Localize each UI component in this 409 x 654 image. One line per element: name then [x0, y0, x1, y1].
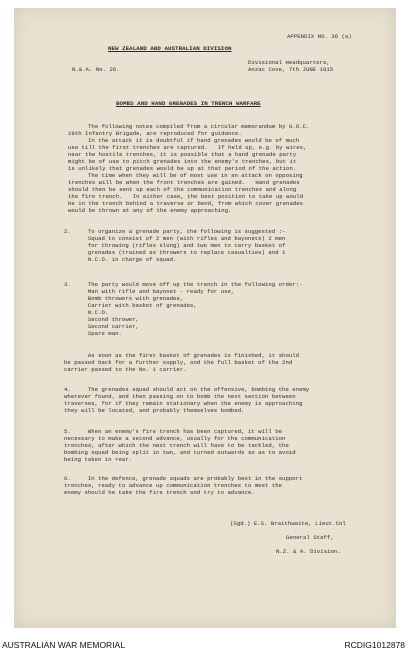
text-line: 19th Infantry Brigade, are reproduced for guidance. [68, 130, 242, 137]
text-line: is unlikely that grenades would be up at that period of the action. [68, 165, 297, 172]
text-line: 5. When an enemy's fire trench has been captured, it will be [64, 428, 283, 435]
text-line: be in the trench behind a traverse or bend, from which cover grenades [68, 200, 304, 207]
division-heading: NEW ZEALAND AND AUSTRALIAN DIVISION [108, 45, 232, 52]
text-line: 6. In the defence, grenade squads are probably best in the support [64, 475, 303, 482]
signature-line: (Sgd.) E.S. Braithwaite, Lieut.Col [230, 520, 346, 527]
text-line: use till the first trenches are captured. If held up, e.g. by wires, [68, 144, 307, 151]
text-line: being taken in rear. [64, 456, 133, 463]
text-line: The time when they will be of most use in an attack on opposing [88, 172, 303, 179]
text-line: for throwing (rifles slung) and two men to carry basket of [64, 242, 286, 249]
text-line: 2. To organize a grenade party, the following is suggested :- [64, 228, 286, 235]
appendix-label: APPENDIX NO. 36 (a) [287, 33, 352, 40]
text-line: should then be sent up each of the communication trenches and along [68, 186, 297, 193]
hq-line-2: Anzac Cove, 7th JUNE 1915 [248, 66, 334, 73]
text-line: N.C.O. [64, 309, 109, 316]
text-line: they will be located, and probably themselves bombed. [64, 407, 245, 414]
text-line: carrier passed to the No. 1 carrier. [64, 366, 187, 373]
archive-footer [0, 636, 409, 654]
text-line: Spare man. [64, 330, 122, 337]
text-line: trenches, ready to advance up communication trenches to meet the [64, 482, 283, 489]
text-line: trenches, after which the next trench will have to be tackled, the [64, 442, 289, 449]
text-line: 4. The grenades squad should act on the offensive, bombing the enemy [64, 386, 310, 393]
text-line: would be thrown at any of the enemy approaching. [68, 207, 232, 214]
text-line: the fire trench. In either case, the best position to take up would [68, 193, 304, 200]
text-line: trenches will be when the front trenches are gained. Hand grenades [68, 179, 300, 186]
text-line: necessary to make a second advance, usually for the communication [64, 435, 286, 442]
document-title: BOMBS AND HAND GRENADES IN TRENCH WARFARE [116, 100, 261, 107]
text-line: enemy should he take the fire trench and try to advance. [64, 489, 255, 496]
signature-title: General Staff, [286, 534, 334, 541]
archive-id: RCDIG1012878 [344, 640, 405, 650]
text-line: The following notes compiled from a circular memorandum by G.O.C. [88, 123, 310, 130]
text-line: be passed back for a further supply, and the full basket of the 2nd [64, 359, 293, 366]
reference-number: N.&.A. No. 26. [72, 66, 120, 73]
text-line: near the hostile trenches, it is possible that a hand grenade party [68, 151, 297, 158]
text-line: Man with rifle and bayonet - ready for use, [64, 288, 235, 295]
text-line: Carrier with basket of grenades, [64, 302, 197, 309]
text-line: wherever found, and then passing on to bomb the next section between [64, 393, 296, 400]
signature-unit: N.Z. & A. Division. [276, 548, 341, 555]
archive-name: AUSTRALIAN WAR MEMORIAL [2, 640, 125, 650]
text-line: Second carrier, [64, 323, 139, 330]
hq-line-1: Divisional Headquarters, [248, 59, 330, 66]
text-line: As soon as the first basket of grenades is finished, it should [64, 352, 300, 359]
text-line: might be of use to pitch grenades into the enemy's trenches, but it [68, 158, 297, 165]
text-line: 3. The party would move off up the trench in the following order:- [64, 281, 303, 288]
text-line: Second thrower, [64, 316, 139, 323]
text-line: bombing squad being split in two, and turned outwards so as to avoid [64, 449, 296, 456]
text-line: N.C.O. in charge of squad. [64, 256, 177, 263]
text-line: Bomb throwers with grenades, [64, 295, 184, 302]
text-line: grenades (trained as throwers to replace casualties) and 1 [64, 249, 286, 256]
text-line: traverses, for if they remain stationary when the enemy is approaching [64, 400, 303, 407]
text-line: Squad to consist of 2 men (with rifles and bayonets) 2 men [64, 235, 286, 242]
text-line: In the attack it is doubtful if hand grenades would be of much [88, 137, 300, 144]
